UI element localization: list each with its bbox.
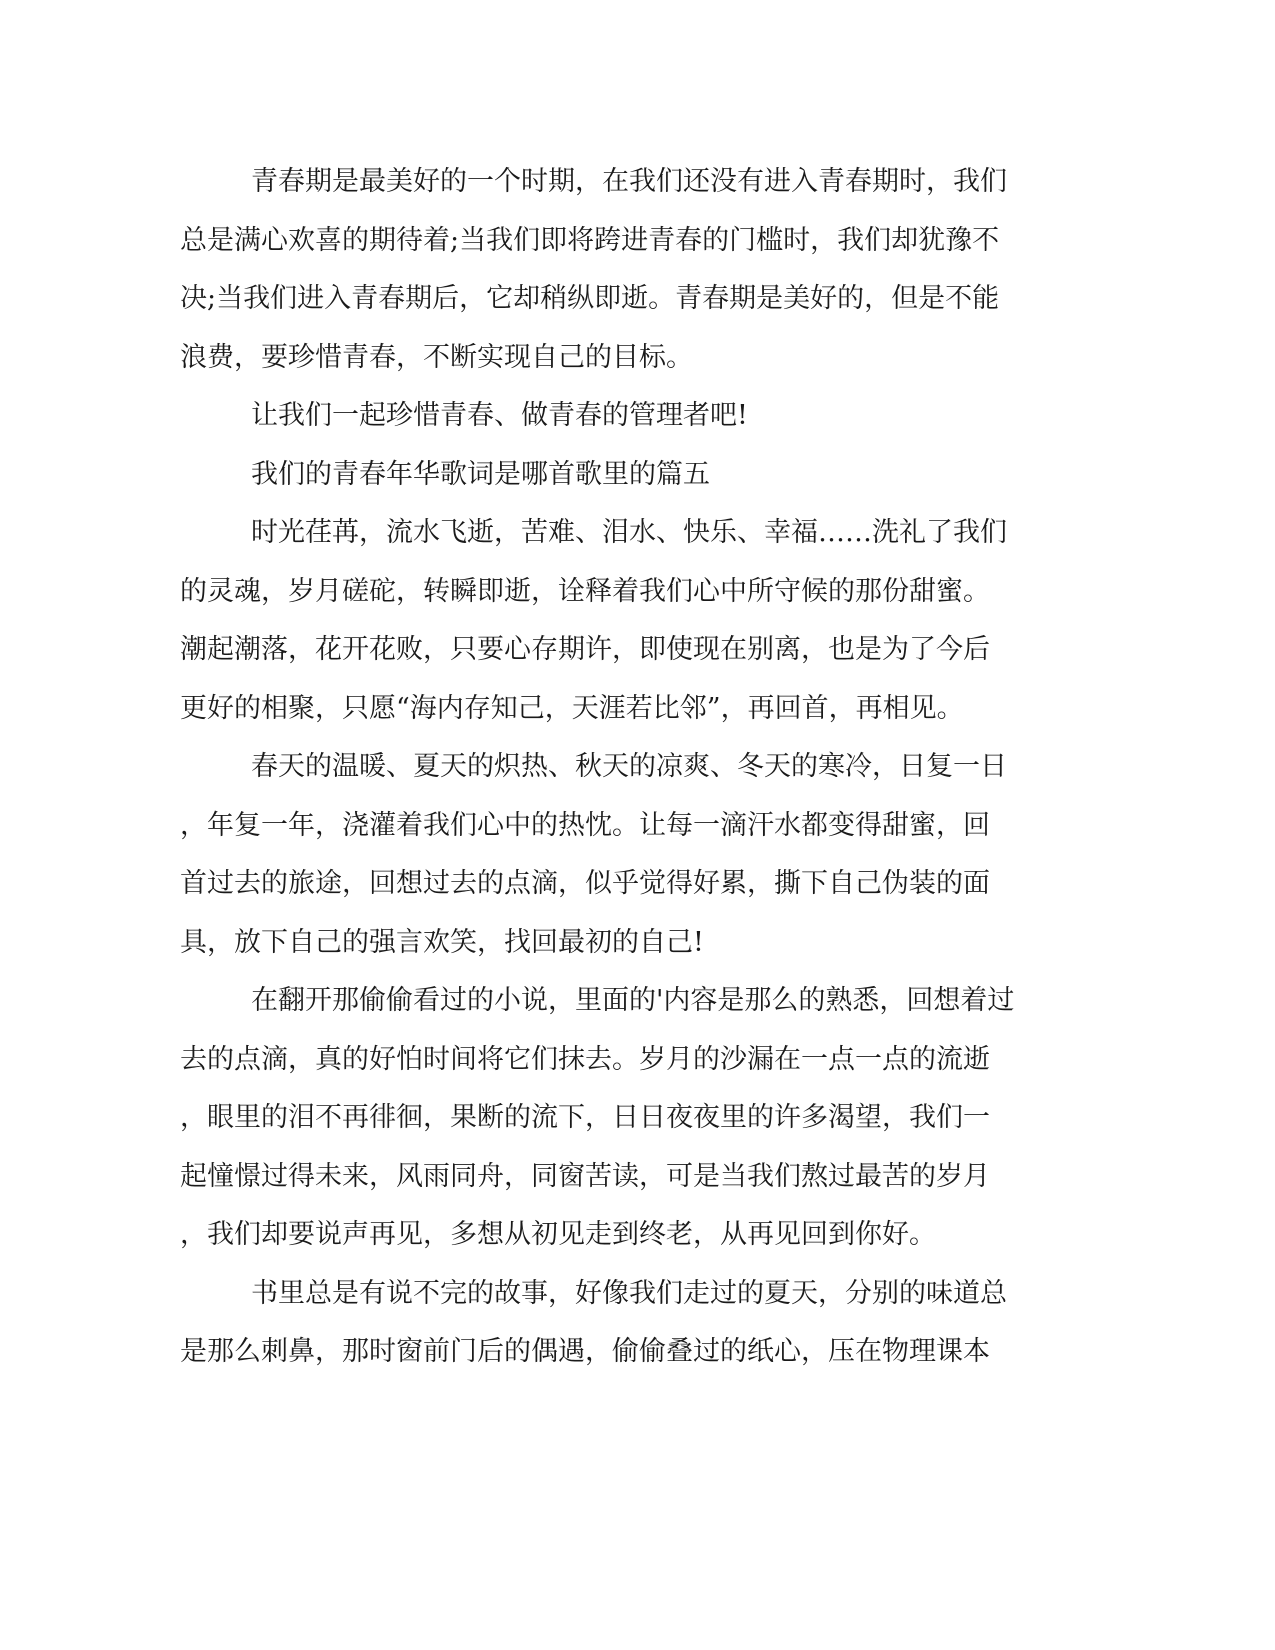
text-line: 决;当我们进入青春期后，它却稍纵即逝。青春期是美好的，但是不能	[180, 283, 1000, 314]
text-line: 具，放下自己的强言欢笑，找回最初的自己!	[180, 927, 704, 958]
text-line: 时光荏苒，流水飞逝，苦难、泪水、快乐、幸福……洗礼了我们	[251, 517, 1007, 548]
text-line: 书里总是有说不完的故事，好像我们走过的夏天，分别的味道总	[251, 1278, 1007, 1309]
text-line: 的灵魂，岁月磋砣，转瞬即逝，诠释着我们心中所守候的那份甜蜜。	[180, 576, 990, 607]
text-line: 春天的温暖、夏天的炽热、秋天的凉爽、冬天的寒冷，日复一日	[251, 751, 1007, 782]
text-line: 让我们一起珍惜青春、做青春的管理者吧!	[251, 400, 748, 431]
text-line: 去的点滴，真的好怕时间将它们抹去。岁月的沙漏在一点一点的流逝	[180, 1044, 990, 1075]
text-line: 潮起潮落，花开花败，只要心存期许，即使现在别离，也是为了今后	[180, 634, 990, 665]
text-line: 浪费，要珍惜青春，不断实现自己的目标。	[180, 342, 693, 373]
text-line: 是那么刺鼻，那时窗前门后的偶遇，偷偷叠过的纸心，压在物理课本	[180, 1336, 990, 1367]
text-line: 更好的相聚，只愿“海内存知己，天涯若比邻”，再回首，再相见。	[180, 693, 964, 724]
text-line: ，我们却要说声再见，多想从初见走到终老，从再见回到你好。	[180, 1219, 936, 1250]
text-line: ，眼里的泪不再徘徊，果断的流下，日日夜夜里的许多渴望，我们一	[180, 1102, 990, 1133]
text-line: 青春期是最美好的一个时期，在我们还没有进入青春期时，我们	[251, 166, 1007, 197]
text-line: ，年复一年，浇灌着我们心中的热忱。让每一滴汗水都变得甜蜜，回	[180, 810, 990, 841]
text-line: 在翻开那偷偷看过的小说，里面的'内容是那么的熟悉，回想着过	[251, 985, 1015, 1016]
text-line: 总是满心欢喜的期待着;当我们即将跨进青春的门槛时，我们却犹豫不	[180, 225, 1000, 256]
text-line: 起憧憬过得未来，风雨同舟，同窗苦读，可是当我们熬过最苦的岁月	[180, 1161, 990, 1192]
text-line: 首过去的旅途，回想过去的点滴，似乎觉得好累，撕下自己伪装的面	[180, 868, 990, 899]
section-heading: 我们的青春年华歌词是哪首歌里的篇五	[251, 459, 710, 490]
